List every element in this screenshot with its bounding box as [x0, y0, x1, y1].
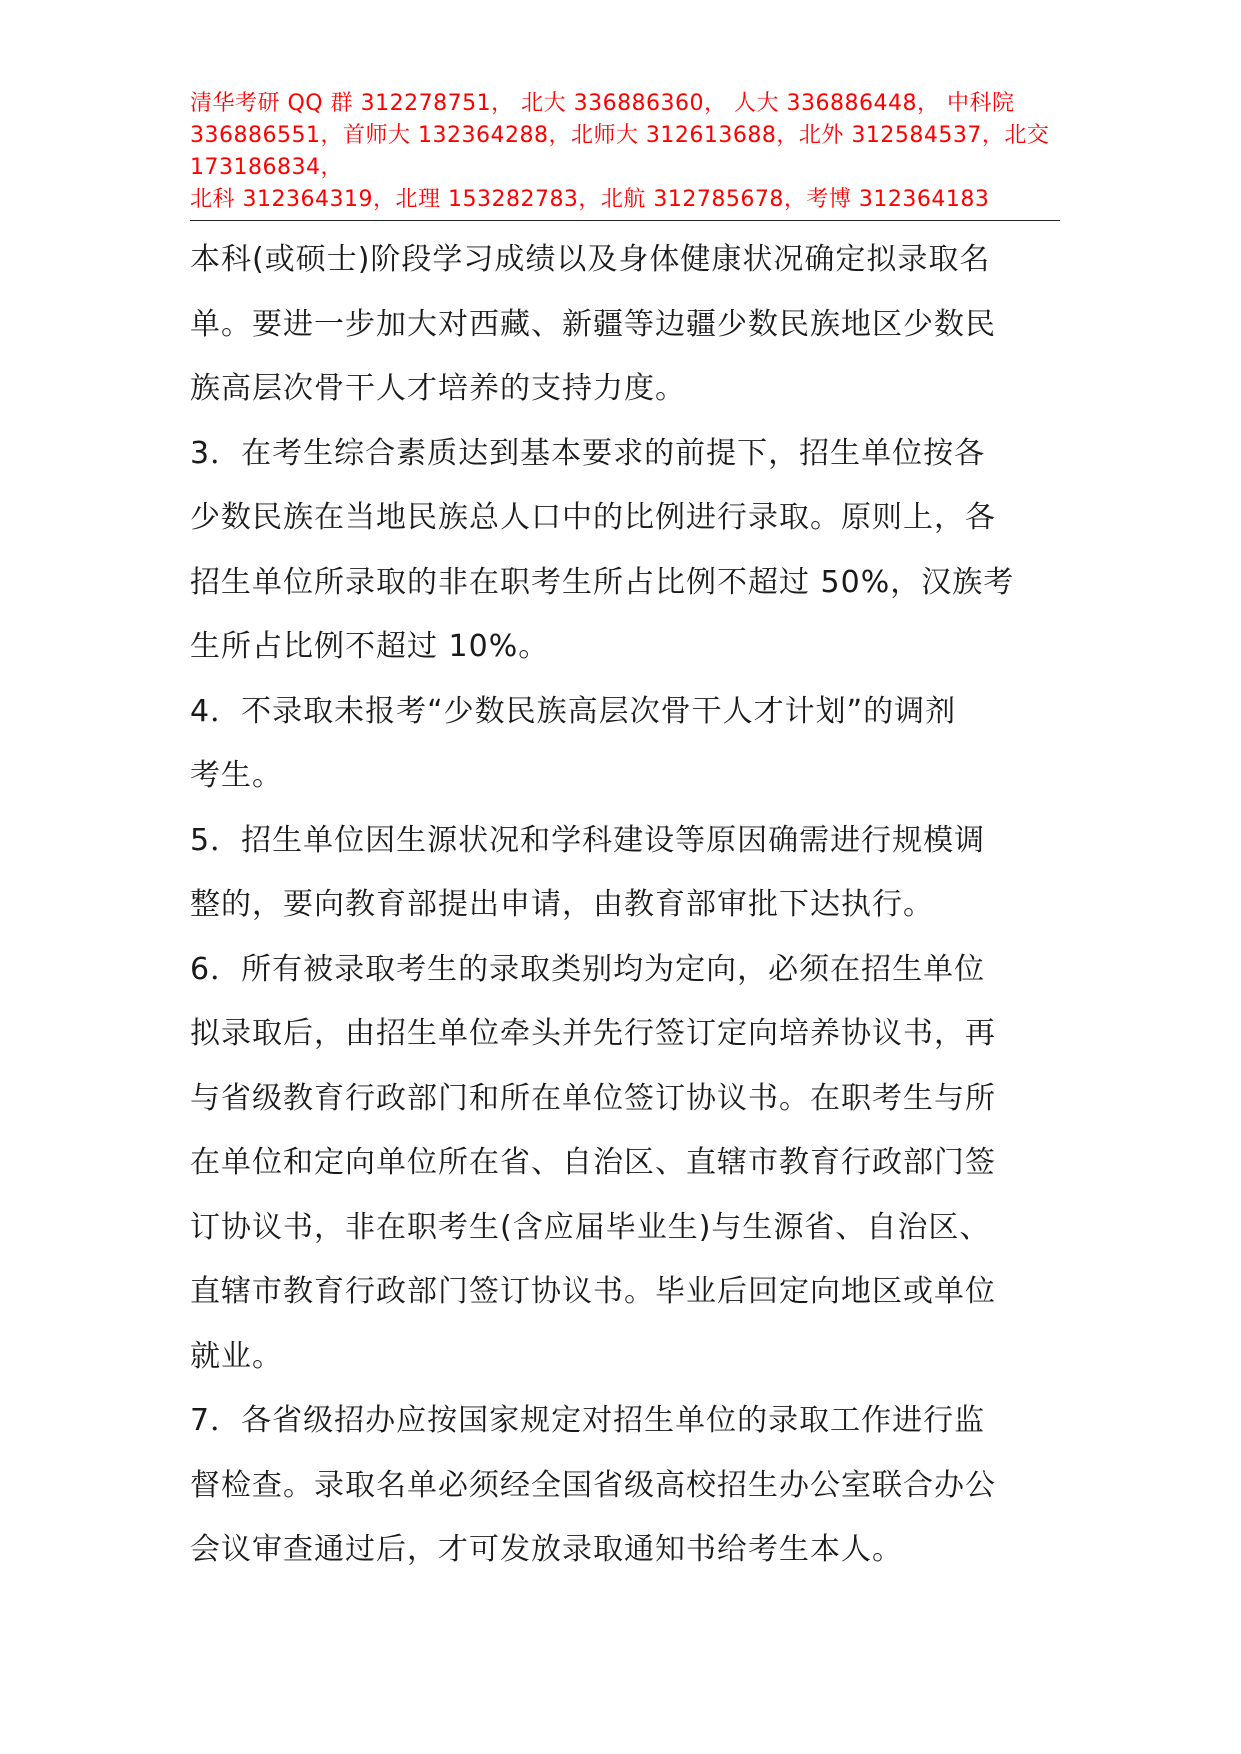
body-line: 招生单位所录取的非在职考生所占比例不超过 50%，汉族考	[190, 564, 1015, 600]
body-line: 生所占比例不超过 10%。	[190, 629, 550, 664]
body-line: 在单位和定向单位所在省、自治区、直辖市教育行政部门签	[190, 1145, 996, 1180]
body-line: 订协议书，非在职考生(含应届毕业生)与生源省、自治区、	[190, 1209, 991, 1245]
body-line: 考生。	[190, 758, 283, 793]
body-line: 少数民族在当地民族总人口中的比例进行录取。原则上，各	[190, 500, 996, 535]
body-line: 整的，要向教育部提出申请，由教育部审批下达执行。	[190, 887, 934, 922]
body-line: 直辖市教育行政部门签订协议书。毕业后回定向地区或单位	[190, 1274, 996, 1309]
page-header	[190, 88, 1060, 216]
body-line: 督检查。录取名单必须经全国省级高校招生办公室联合办公	[190, 1467, 996, 1503]
body-line: 族高层次骨干人才培养的支持力度。	[190, 371, 686, 406]
header-line: 北科 312364319，北理 153282783，北航 312785678，考博 312364183	[190, 187, 990, 212]
body-line: 本科(或硕士)阶段学习成绩以及身体健康状况确定拟录取名	[190, 242, 991, 277]
body-line: 就业。	[190, 1338, 283, 1374]
header-line: 173186834，	[190, 155, 343, 180]
header-divider	[190, 220, 1060, 221]
body-line: 会议审查通过后，才可发放录取通知书给考生本人。	[190, 1532, 903, 1567]
header-line: 336886551，首师大 132364288，北师大 312613688，北外 312584537，北交	[190, 123, 1050, 148]
body-line: 5．招生单位因生源状况和学科建设等原因确需进行规模调	[190, 822, 986, 858]
body-line: 与省级教育行政部门和所在单位签订协议书。在职考生与所	[190, 1080, 996, 1116]
header-line: 清华考研 QQ 群 312278751， 北大 336886360， 人大 336886448， 中科院	[190, 91, 1015, 116]
body-line: 单。要进一步加大对西藏、新疆等边疆少数民族地区少数民	[190, 306, 996, 342]
body-line: 拟录取后，由招生单位牵头并先行签订定向培养协议书，再	[190, 1016, 996, 1051]
body-line: 3．在考生综合素质达到基本要求的前提下，招生单位按各	[190, 435, 986, 471]
body-line: 4．不录取未报考“少数民族高层次骨干人才计划”的调剂	[190, 693, 957, 729]
body-line: 7．各省级招办应按国家规定对招生单位的录取工作进行监	[190, 1403, 986, 1438]
document-body	[190, 228, 1060, 1583]
body-line: 6．所有被录取考生的录取类别均为定向，必须在招生单位	[190, 951, 986, 987]
